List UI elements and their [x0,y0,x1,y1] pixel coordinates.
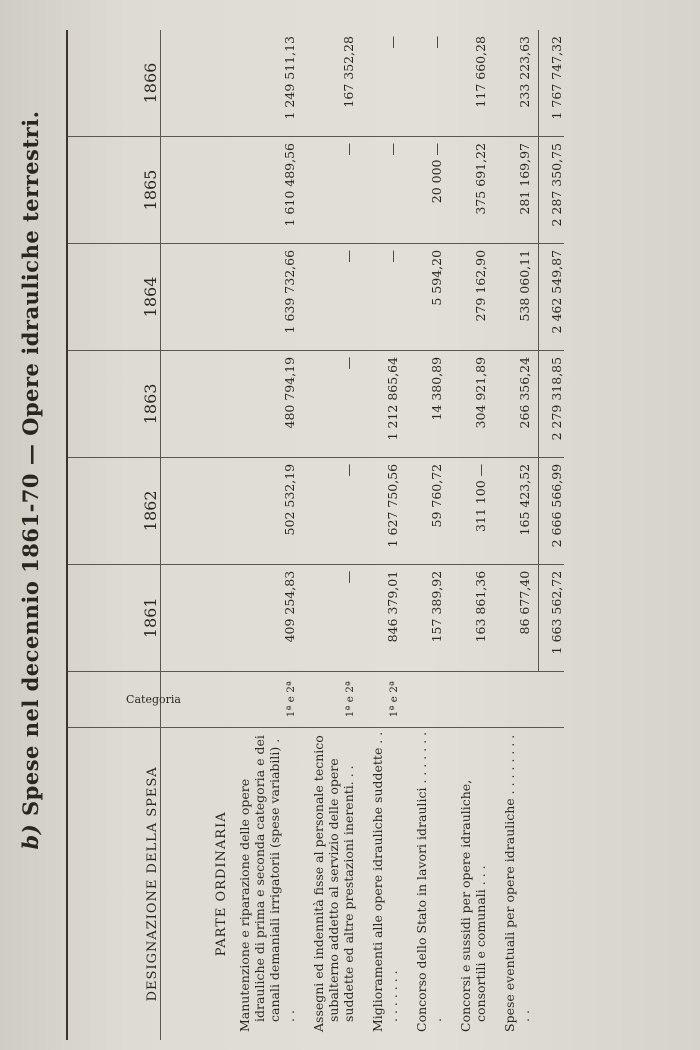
table-row [362,30,406,1040]
expense-table [66,30,564,1040]
row-value: 86 677,40 [494,564,538,671]
row-category [406,671,450,727]
total-value: 1 767 747,32 [538,30,564,137]
page-title [18,30,43,930]
header-year: 1861 [67,564,161,671]
row-value: 1 639 732,66 [229,243,303,350]
row-category [494,671,538,727]
section-row [201,30,229,1040]
header-category-label: Categoria [126,692,181,706]
row-value: 165 423,52 [494,457,538,564]
row-value: — [362,243,406,350]
row-category: 1ª e 2ª [362,671,406,727]
row-value: 1 627 750,56 [362,457,406,564]
row-value: 266 356,24 [494,350,538,457]
row-description: Concorso dello Stato in lavori idraulici . . . . . . . . [414,731,444,1032]
header-year: 1862 [67,457,161,564]
row-value: 375 691,22 [450,137,494,244]
row-value: 311 100 — [450,457,494,564]
totals-row [538,30,564,1040]
row-value: — [303,564,362,671]
table-row [229,30,303,1040]
row-value: 480 794,19 [229,350,303,457]
row-value: 1 212 865,64 [362,350,406,457]
row-value: 167 352,28 [303,30,362,137]
row-value: 409 254,83 [229,564,303,671]
row-value: 163 861,36 [450,564,494,671]
row-value: 846 379,01 [362,564,406,671]
row-value: 1 249 511,13 [229,30,303,137]
row-value: 157 389,92 [406,564,450,671]
row-value: — [362,137,406,244]
table-row [406,30,450,1040]
table-row [494,30,538,1040]
header-year: 1865 [67,137,161,244]
row-description: Concorsi e sussidi per opere idrauliche, consortili e comunali . . . [458,779,488,1032]
row-value: 279 162,90 [450,243,494,350]
total-value: 2 462 549,87 [538,243,564,350]
table-row [450,30,494,1040]
row-value: — [303,243,362,350]
row-category [450,671,494,727]
row-category: 1ª e 2ª [229,671,303,727]
row-value: — [362,30,406,137]
section-title: PARTE ORDINARIA [214,811,229,957]
total-value: 2 279 318,85 [538,350,564,457]
row-value: 59 760,72 [406,457,450,564]
total-value: 2 287 350,75 [538,137,564,244]
row-value: — [406,30,450,137]
total-value: 2 666 566,99 [538,457,564,564]
row-value: — [303,137,362,244]
row-value: 304 921,89 [450,350,494,457]
row-value: 538 060,11 [494,243,538,350]
row-value: — [303,457,362,564]
row-description: Assegni ed indennità fisse al personale tecnico subalterno addetto al servizio delle opere suddette ed altre prestazioni inerenti. . . [311,735,356,1032]
total-value: 1 663 562,72 [538,564,564,671]
header-year: 1866 [67,30,161,137]
row-value: 5 594,20 [406,243,450,350]
header-designation: DESIGNAZIONE DELLA SPESA [67,727,161,1040]
header-row [67,30,161,1040]
title-text: Spese nel decennio 1861-70 — Opere idrauliche terrestri. [18,110,43,816]
row-category: 1ª e 2ª [303,671,362,727]
title-prefix: b) [18,823,43,850]
row-description: Spese eventuali per opere idrauliche . . . . . . . . . . [502,734,532,1032]
row-value: 14 380,89 [406,350,450,457]
row-value: 502 532,19 [229,457,303,564]
header-category [67,671,181,727]
row-value: — [303,350,362,457]
spacer-row [161,30,202,1040]
row-value: 281 169,97 [494,137,538,244]
row-description: Manutenzione e riparazione delle opere idrauliche di prima e seconda categoria e dei canali demaniali irrigatorii (spese variabili) . . . [237,735,297,1032]
row-value: 1 610 489,56 [229,137,303,244]
row-value: 20 000 — [406,137,450,244]
row-value: 233 223,63 [494,30,538,137]
header-year: 1863 [67,350,161,457]
row-description: Miglioramenti alle opere idrauliche suddette . . . . . . . . . [370,731,400,1032]
row-value: 117 660,28 [450,30,494,137]
table-row [303,30,362,1040]
header-year: 1864 [67,243,161,350]
